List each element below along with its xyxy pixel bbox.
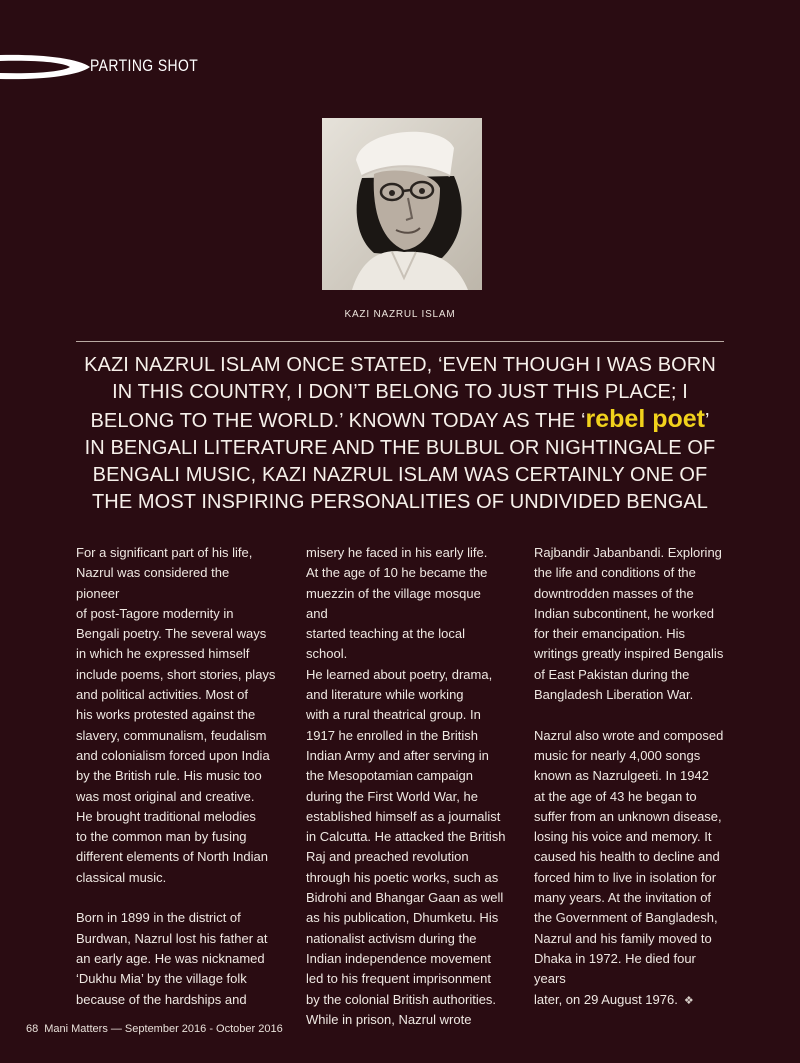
pull-quote-highlight: rebel poet [585,405,705,433]
article-paragraph: Rajbandir Jabanbandi. Exploring the life and conditions of the downtrodden masses of the Indian subcontinent, he worked for their emancipation. His writings greatly inspired Bengalis of East Pakistan during the Bangladesh Liberation War. [534,545,724,703]
article-paragraph: For a significant part of his life, Nazrul was considered the pioneer of post-Tagore modernity in Bengali poetry. The several ways in which he expressed himself include poems, short stories, plays and political activities. Most of his works protested against the slavery, communalism, feudalism and colonialism forced upon India by the British rule. His music too was most original and creative. He brought traditional melodies to the common man by fusing different elements of North Indian classical music. [76,545,276,885]
pull-quote-text-before: KAZI NAZRUL ISLAM ONCE STATED, ‘EVEN THOUGH I WAS BORN IN THIS COUNTRY, I DON’T BELONG TO JUST THIS PLACE; I BELONG TO THE WORLD.’ KNOWN TODAY AS THE ‘ [84,354,716,432]
article-closing-text: Nazrul also wrote and composed music for nearly 4,000 songs known as Nazrulgeeti. In 1942 at the age of 43 he began to suffer from an unknown disease, losing his voice and memory. It caused his health to decline and forced him to live in isolation for many years. At the invitation of the Government of Bangladesh, Nazrul and his family moved to Dhaka in 1972. He died four years later, on 29 August 1976. [534,727,724,1007]
pull-quote-text-after: ’ IN BENGALI LITERATURE AND THE BULBUL OR NIGHTINGALE OF BENGALI MUSIC, KAZI NAZRUL ISLAM WAS CERTAINLY ONE OF THE MOST INSPIRING PERSONALITIES OF UNDIVIDED BENGAL [84,410,716,513]
swoosh-graphic [0,52,92,82]
page-number: 68 [26,1023,39,1035]
article-column-1 [76,543,276,1010]
portrait-photo [322,118,482,290]
pull-quote [78,352,722,516]
publication-info: Mani Matters — September 2016 - October 2016 [44,1023,283,1035]
page-footer [26,1023,289,1035]
photo-caption: KAZI NAZRUL ISLAM [344,309,456,320]
end-mark-icon: ❖ [683,994,694,1007]
article-paragraph: Born in 1899 in the district of Burdwan, Nazrul lost his father at an early age. He was nicknamed ‘Dukhu Mia’ by the village folk because of the hardships and [76,910,268,1007]
article-paragraph [534,726,730,1011]
article-column-3 [534,543,730,1011]
section-label: PARTING SHOT [90,56,199,75]
divider-rule [76,341,724,342]
article-paragraph: misery he faced in his early life. At the age of 10 he became the muezzin of the village mosque and started teaching at the local school. He learned about poetry, drama, and literature while working with a rural theatrical group. In 1917 he enrolled in the British Indian Army and after serving in the Mesopotamian campaign during the First World War, he established himself as a journalist in Calcutta. He attacked the British Raj and preached revolution through his poetic works, such as Bidrohi and Bhangar Gaan as well as his publication, Dhumketu. His nationalist activism during the Indian independence movement led to his frequent imprisonment by the colonial British authorities. While in prison, Nazrul wrote [306,545,506,1027]
article-column-2 [306,543,506,1030]
